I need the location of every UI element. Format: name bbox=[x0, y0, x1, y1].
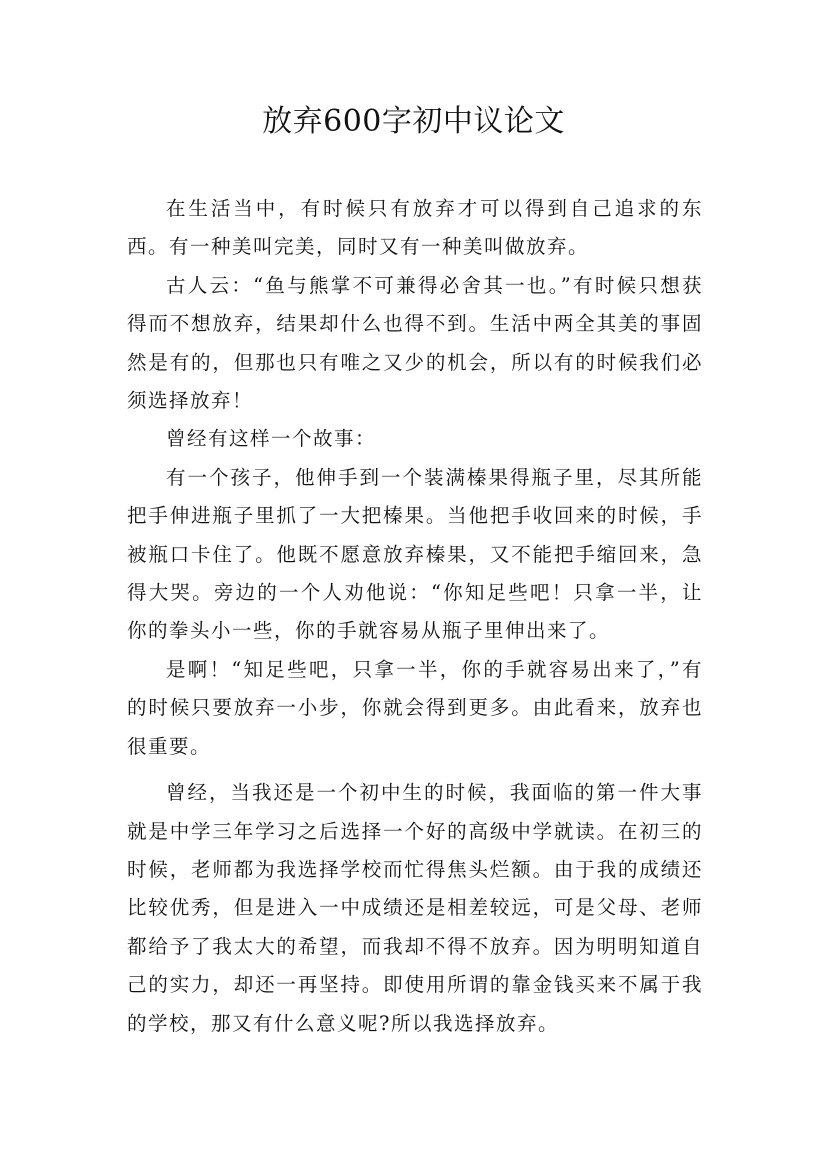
paragraph-reflection: 是啊！“知足些吧，只拿一半，你的手就容易出来了，”有的时候只要放弃一小步，你就会得到更多。由此看来，放弃也很重要。 bbox=[127, 657, 703, 758]
paragraph-story: 有一个孩子，他伸手到一个装满榛果得瓶子里，尽其所能把手伸进瓶子里抓了一大把榛果。当他把手收回来的时候，手被瓶口卡住了。他既不愿意放弃榛果，又不能把手缩回来，急得大哭。旁边的一个人劝他说：“你知足些吧！只拿一半，让你的拳头小一些，你的手就容易从瓶子里伸出来了。 bbox=[127, 465, 703, 643]
paragraph-story-lead: 曾经有这样一个故事： bbox=[166, 427, 377, 451]
paragraph-intro: 在生活当中，有时候只有放弃才可以得到自己追求的东西。有一种美叫完美，同时又有一种美叫做放弃。 bbox=[127, 197, 703, 259]
document-title: 放弃600字初中议论文 bbox=[262, 104, 565, 139]
document-body bbox=[127, 190, 703, 1043]
paragraph-quote: 古人云：“鱼与熊掌不可兼得必舍其一也。”有时候只想获得而不想放弃，结果却什么也得不到。生活中两全其美的事固然是有的，但那也只有唯之又少的机会，所以有的时候我们必须选择放弃！ bbox=[127, 273, 703, 413]
paragraph-personal: 曾经，当我还是一个初中生的时候，我面临的第一件大事就是中学三年学习之后选择一个好的高级中学就读。在初三的时候，老师都为我选择学校而忙得焦头烂额。由于我的成绩还比较优秀，但是进入一中成绩还是相差较远，可是父母、老师都给予了我太大的希望，而我却不得不放弃。因为明明知道自己的实力，却还一再坚持。即使用所谓的靠金钱买来不属于我的学校，那又有什么意义呢?所以我选择放弃。 bbox=[127, 781, 703, 1035]
